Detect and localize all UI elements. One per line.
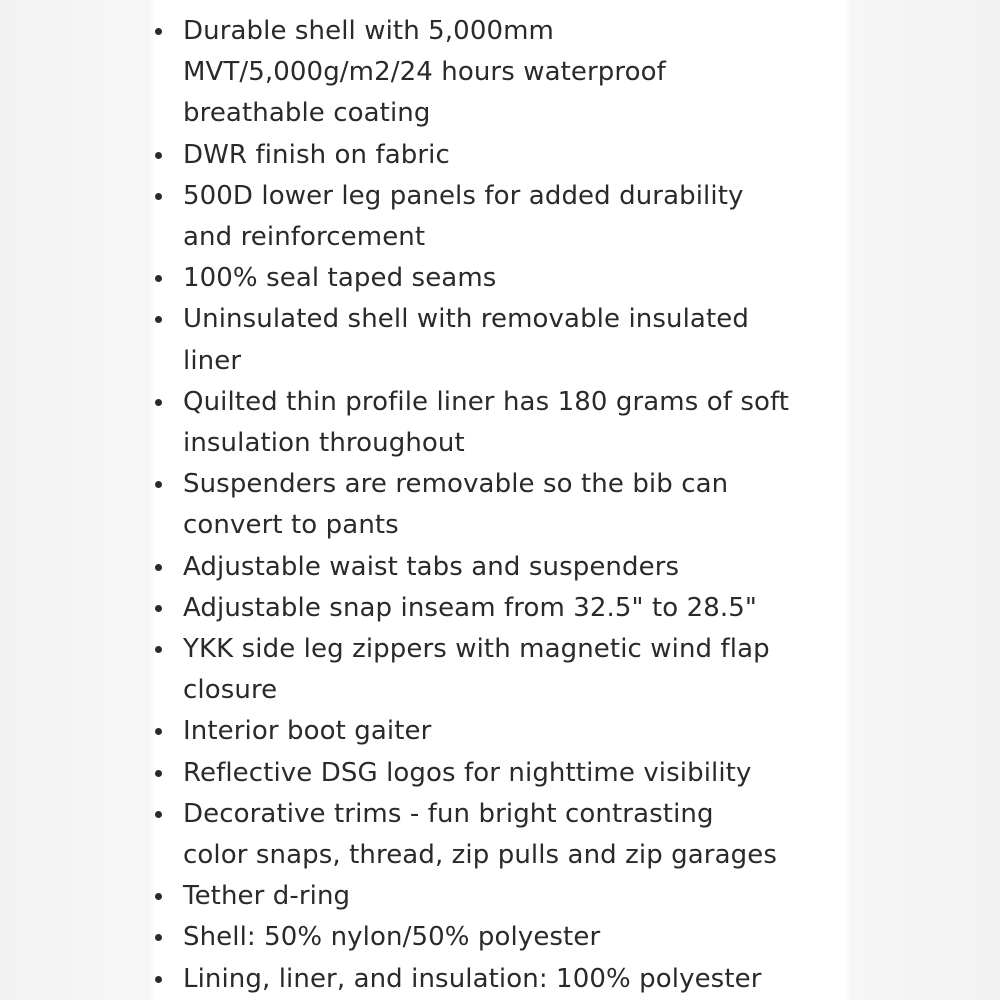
bullet-icon — [155, 564, 162, 571]
feature-list-item — [155, 135, 845, 176]
bullet-icon — [155, 28, 162, 35]
feature-text-line: Durable shell with 5,000mm — [183, 16, 554, 46]
feature-list-item — [155, 753, 845, 794]
feature-text-line: insulation throughout — [183, 428, 465, 459]
feature-list-item — [155, 876, 845, 917]
feature-list-item — [155, 629, 845, 711]
bullet-icon — [155, 893, 162, 900]
bullet-icon — [155, 399, 162, 406]
bullet-icon — [155, 811, 162, 818]
bullet-icon — [155, 934, 162, 941]
feature-text-line: breathable coating — [183, 98, 431, 129]
feature-list-item — [155, 588, 845, 629]
feature-text-line: Adjustable snap inseam from 32.5" to 28.5" — [183, 592, 757, 623]
feature-list-item — [155, 176, 845, 258]
feature-list-item — [155, 711, 845, 752]
feature-text-line: MVT/5,000g/m2/24 hours waterproof — [183, 57, 666, 88]
feature-text-line: YKK side leg zippers with magnetic wind flap — [183, 634, 770, 665]
bullet-icon — [155, 152, 162, 159]
feature-text-line: DWR finish on fabric — [183, 139, 450, 170]
bullet-icon — [155, 193, 162, 200]
feature-text-line: Uninsulated shell with removable insulated — [183, 304, 749, 335]
feature-list-item — [155, 299, 845, 381]
feature-text-line: Shell: 50% nylon/50% polyester — [183, 922, 601, 953]
feature-list-item — [155, 382, 845, 464]
feature-text-line: Suspenders are removable so the bib can — [183, 469, 729, 500]
feature-text-line: Reflective DSG logos for nighttime visibility — [183, 757, 752, 788]
feature-text-line: and reinforcement — [183, 222, 426, 253]
feature-list-item — [155, 547, 845, 588]
feature-text-line: Lining, liner, and insulation: 100% polyester — [183, 963, 762, 994]
bullet-icon — [155, 646, 162, 653]
feature-list-item — [155, 464, 845, 546]
feature-text-line: convert to pants — [183, 510, 399, 541]
feature-text-line: color snaps, thread, zip pulls and zip garages — [183, 840, 777, 871]
feature-text-line: Decorative trims - fun bright contrasting — [183, 798, 714, 829]
bullet-icon — [155, 770, 162, 777]
bullet-icon — [155, 728, 162, 735]
feature-list-item — [155, 258, 845, 299]
feature-text-line: 100% seal taped seams — [183, 263, 497, 294]
feature-text-line: liner — [183, 345, 242, 376]
bullet-icon — [155, 605, 162, 612]
feature-list-item — [155, 11, 845, 135]
feature-text-line: Interior boot gaiter — [183, 716, 432, 747]
feature-list-panel — [155, 11, 845, 1000]
feature-text-line: closure — [183, 675, 278, 706]
feature-list — [155, 11, 845, 1000]
feature-text-line: Tether d-ring — [183, 881, 351, 912]
feature-text-line: Adjustable waist tabs and suspenders — [183, 551, 680, 582]
feature-text-line: 500D lower leg panels for added durability — [183, 180, 744, 211]
bullet-icon — [155, 481, 162, 488]
feature-list-item — [155, 959, 845, 1000]
feature-list-item — [155, 794, 845, 876]
feature-list-item — [155, 917, 845, 958]
bullet-icon — [155, 976, 162, 983]
bullet-icon — [155, 275, 162, 282]
bullet-icon — [155, 316, 162, 323]
feature-text-line: Quilted thin profile liner has 180 grams of soft — [183, 386, 790, 417]
